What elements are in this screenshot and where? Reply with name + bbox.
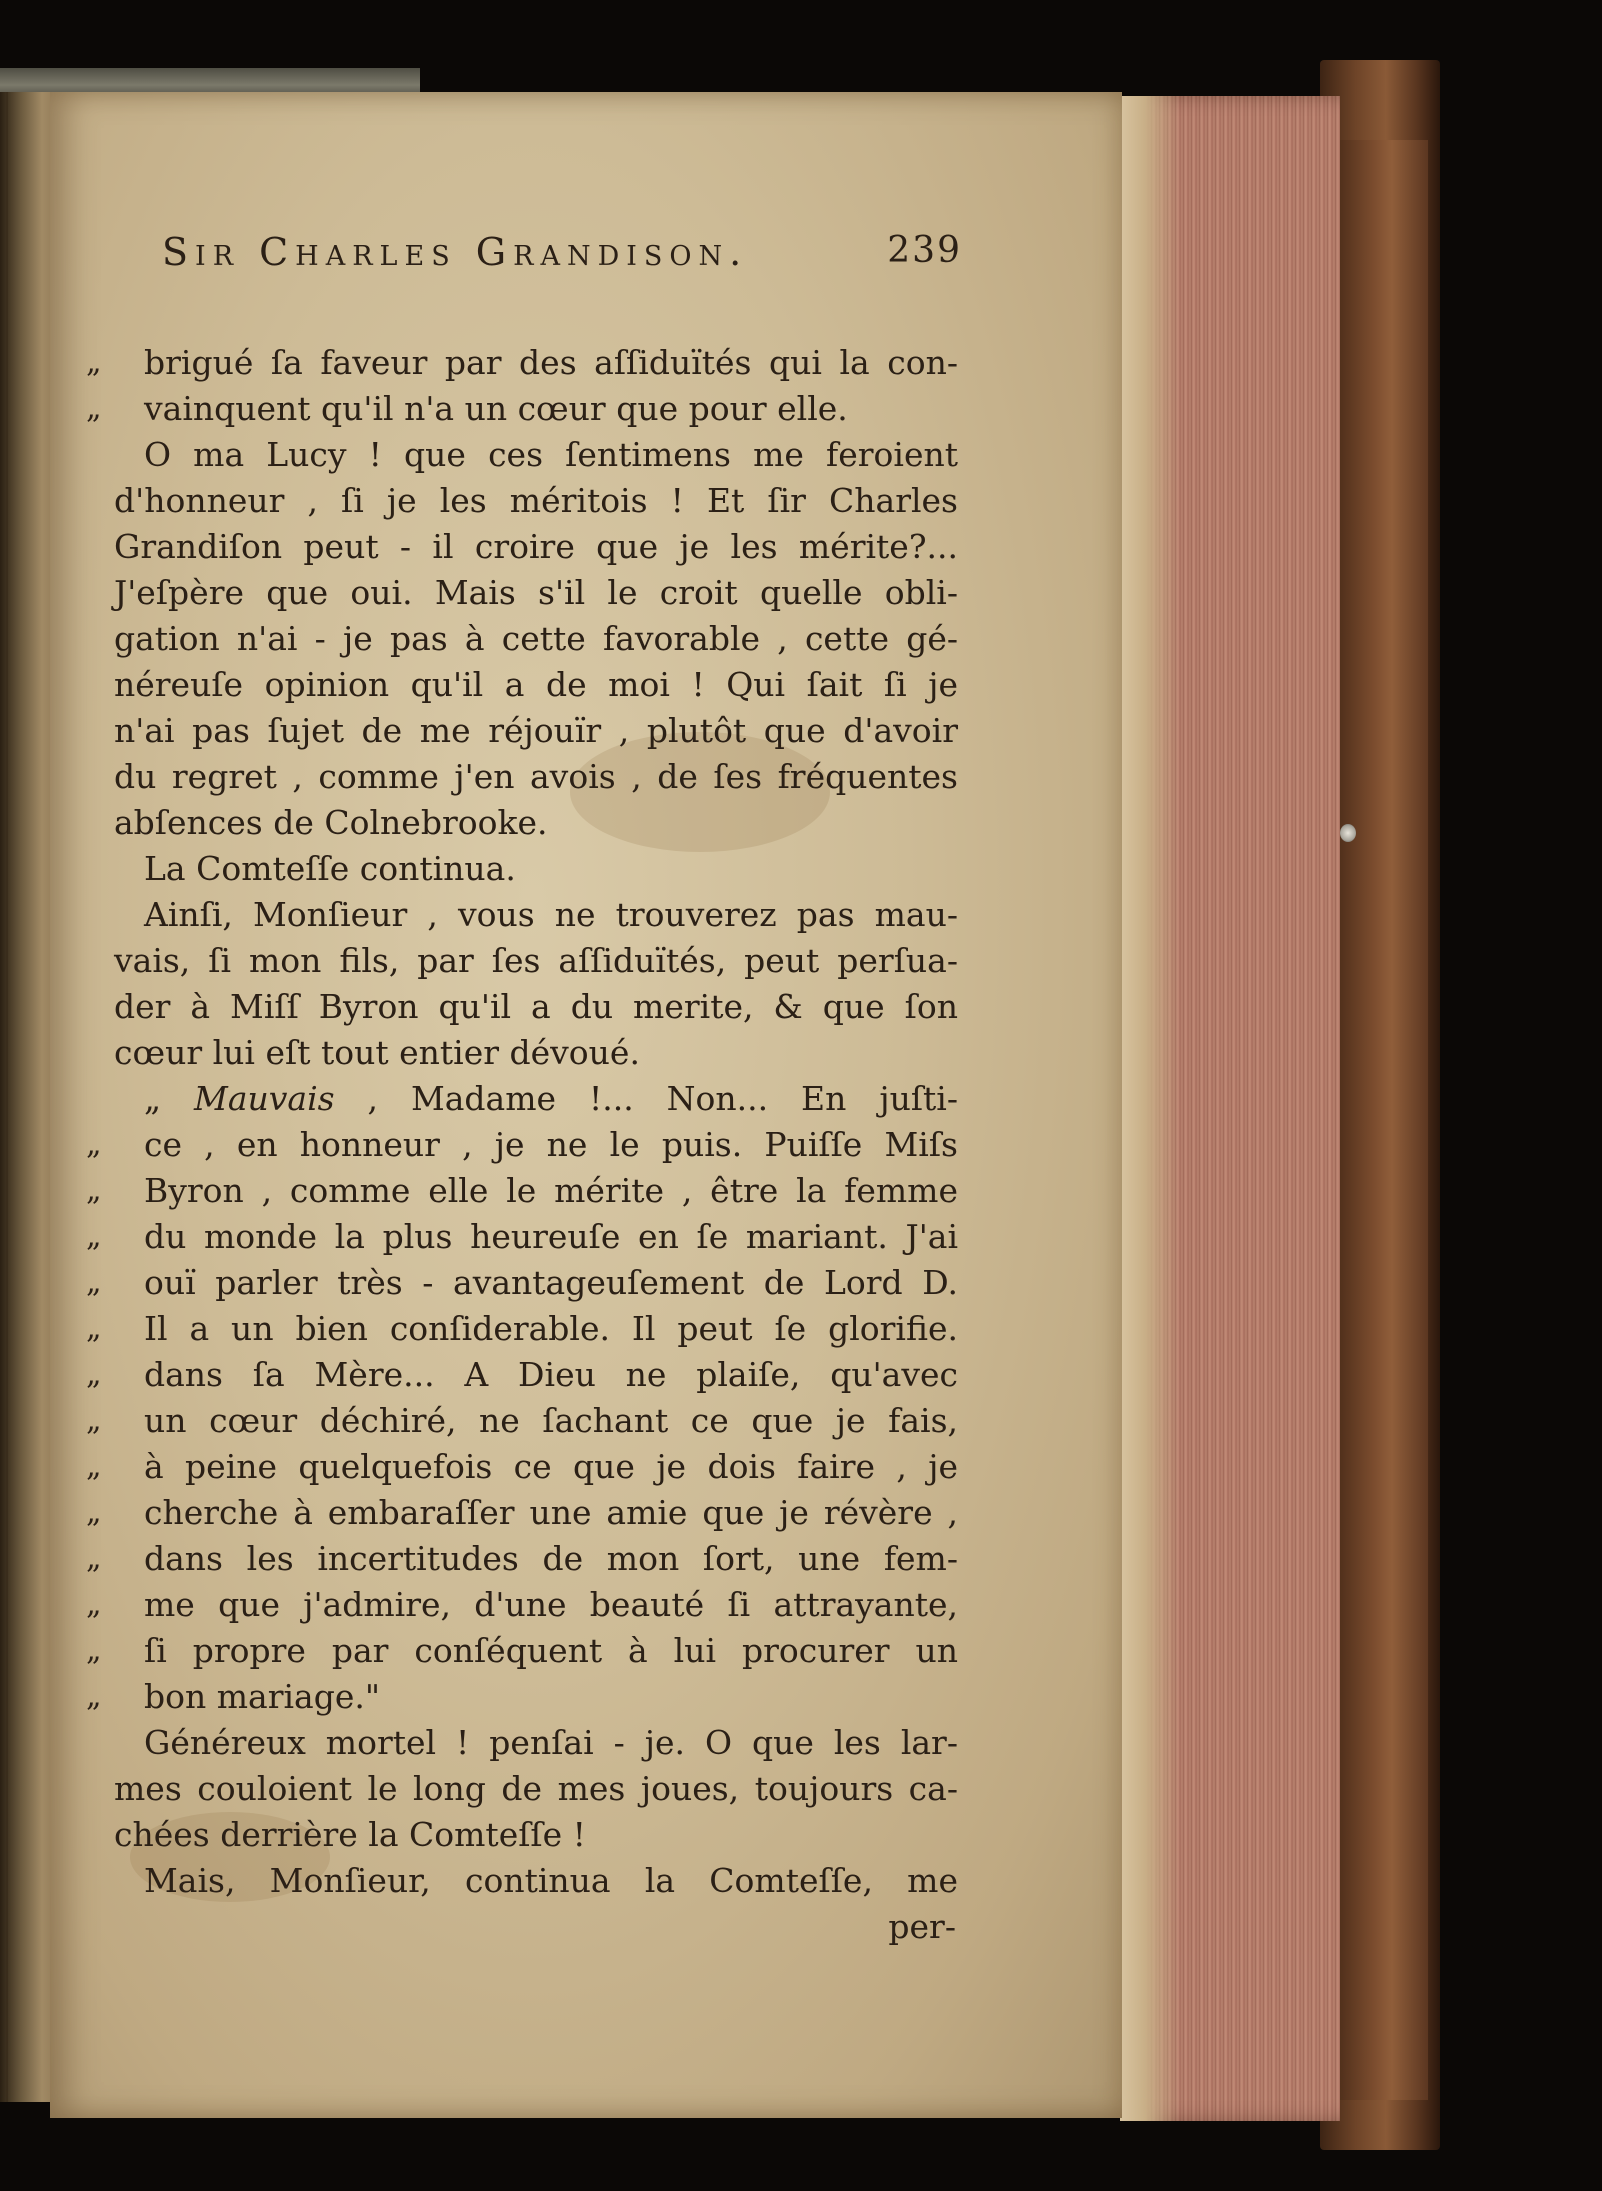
text-line [86, 940, 966, 982]
line-text: abſences de Colnebrooke. [114, 803, 548, 842]
quotation-mark: „ [86, 1265, 102, 1300]
quotation-mark: „ [86, 391, 102, 426]
line-text: dans les incertitudes de mon ſort, une fem- [144, 1539, 958, 1578]
line-text: Généreux mortel ! penſai - je. O que les lar- [144, 1723, 958, 1762]
line-text: n'ai pas ſujet de me réjouïr , plutôt que d'avoir [114, 711, 958, 750]
text-line [86, 572, 966, 614]
catchword-line [86, 1906, 966, 1948]
catchword: per- [888, 1907, 956, 1946]
text-line [86, 1630, 966, 1672]
line-text: Mais, Monſieur, continua la Comteſſe, me [144, 1861, 958, 1900]
line-text: J'eſpère que oui. Mais s'il le croit quelle obli- [114, 573, 958, 612]
italic-word: Mauvais [194, 1079, 335, 1118]
text-line [86, 1446, 966, 1488]
leather-cover-inner [1338, 140, 1428, 2100]
page-fore-edge-highlight [1120, 96, 1180, 2121]
quotation-mark: „ [86, 1173, 102, 1208]
text-line [86, 434, 966, 476]
running-head [162, 230, 962, 284]
line-text: d'honneur , ſi je les méritois ! Et ſir Charles [114, 481, 958, 520]
line-text: cherche à embaraſſer une amie que je révère , [144, 1493, 958, 1532]
text-line [86, 1032, 966, 1074]
line-text: „ Mauvais , Madame !... Non... En juſti- [144, 1079, 958, 1118]
text-line [86, 1814, 966, 1856]
running-head-title: Sir Charles Grandison. [162, 230, 749, 274]
line-text: O ma Lucy ! que ces ſentimens me feroient [144, 435, 958, 474]
quotation-mark: „ [86, 1219, 102, 1254]
text-line [86, 1676, 966, 1718]
text-line [86, 1768, 966, 1810]
text-line [86, 1308, 966, 1350]
line-text: vais, ſi mon fils, par ſes aſſiduïtés, peut perſua- [114, 941, 958, 980]
line-text: du regret , comme j'en avois , de ſes fréquentes [114, 757, 958, 796]
text-line [86, 1400, 966, 1442]
line-text: vainquent qu'il n'a un cœur que pour elle. [144, 389, 848, 428]
line-text: Il a un bien conſiderable. Il peut ſe glorifie. [144, 1309, 958, 1348]
text-line [86, 756, 966, 798]
line-text: der à Miſſ Byron qu'il a du merite, & que ſon [114, 987, 958, 1026]
line-text: ſi propre par conſéquent à lui procurer un [144, 1631, 958, 1670]
line-text: Byron , comme elle le mérite , être la femme [144, 1171, 958, 1210]
quotation-mark: „ [86, 1403, 102, 1438]
quotation-mark: „ [86, 1541, 102, 1576]
line-text: un cœur déchiré, ne ſachant ce que je fais, [144, 1401, 958, 1440]
text-line [86, 526, 966, 568]
text-line [86, 480, 966, 522]
line-text: ce , en honneur , je ne le puis. Puiſſe Miſs [144, 1125, 958, 1164]
line-text: dans ſa Mère... A Dieu ne plaiſe, qu'avec [144, 1355, 958, 1394]
quotation-mark: „ [86, 1449, 102, 1484]
line-text: bon mariage." [144, 1677, 381, 1716]
quotation-mark: „ [86, 1587, 102, 1622]
line-text: mes couloient le long de mes joues, toujours ca- [114, 1769, 958, 1808]
text-line [86, 1584, 966, 1626]
text-line [86, 1078, 966, 1120]
text-line [86, 1860, 966, 1902]
line-text: cœur lui eſt tout entier dévoué. [114, 1033, 640, 1072]
text-line [86, 1492, 966, 1534]
text-line [86, 342, 966, 384]
line-text: ouï parler très - avantageuſement de Lord D. [144, 1263, 958, 1302]
text-line [86, 848, 966, 890]
line-text: La Comteſſe continua. [144, 849, 516, 888]
quotation-mark: „ [86, 1127, 102, 1162]
text-line [86, 1262, 966, 1304]
book-page [50, 92, 1122, 2118]
text-line [86, 1170, 966, 1212]
quotation-mark: „ [86, 1311, 102, 1346]
text-line [86, 664, 966, 706]
text-line [86, 986, 966, 1028]
text-line [86, 1216, 966, 1258]
line-text: à peine quelquefois ce que je dois faire , je [144, 1447, 958, 1486]
text-line [86, 1354, 966, 1396]
page-number: 239 [887, 230, 962, 271]
line-text: Grandiſon peut - il croire que je les mérite?... [114, 527, 958, 566]
line-text: néreuſe opinion qu'il a de moi ! Qui ſait ſi je [114, 665, 958, 704]
line-text: me que j'admire, d'une beauté ſi attrayante, [144, 1585, 958, 1624]
text-line [86, 1538, 966, 1580]
line-text: chées derrière la Comteſſe ! [114, 1815, 586, 1854]
quotation-mark: „ [86, 1357, 102, 1392]
text-line [86, 710, 966, 752]
line-text: Ainſi, Monſieur , vous ne trouverez pas mau- [144, 895, 958, 934]
line-text: gation n'ai - je pas à cette favorable , cette gé- [114, 619, 958, 658]
quotation-mark: „ [86, 345, 102, 380]
text-line [86, 1124, 966, 1166]
text-line [86, 802, 966, 844]
clasp-icon [1340, 824, 1356, 842]
quotation-mark: „ [86, 1495, 102, 1530]
text-line [86, 894, 966, 936]
quotation-mark: „ [86, 1679, 102, 1714]
quotation-mark: „ [86, 1633, 102, 1668]
text-line [86, 618, 966, 660]
text-line [86, 388, 966, 430]
line-text: du monde la plus heureuſe en ſe mariant. J'ai [144, 1217, 958, 1256]
line-text: brigué ſa faveur par des aſſiduïtés qui la con- [144, 343, 958, 382]
text-line [86, 1722, 966, 1764]
